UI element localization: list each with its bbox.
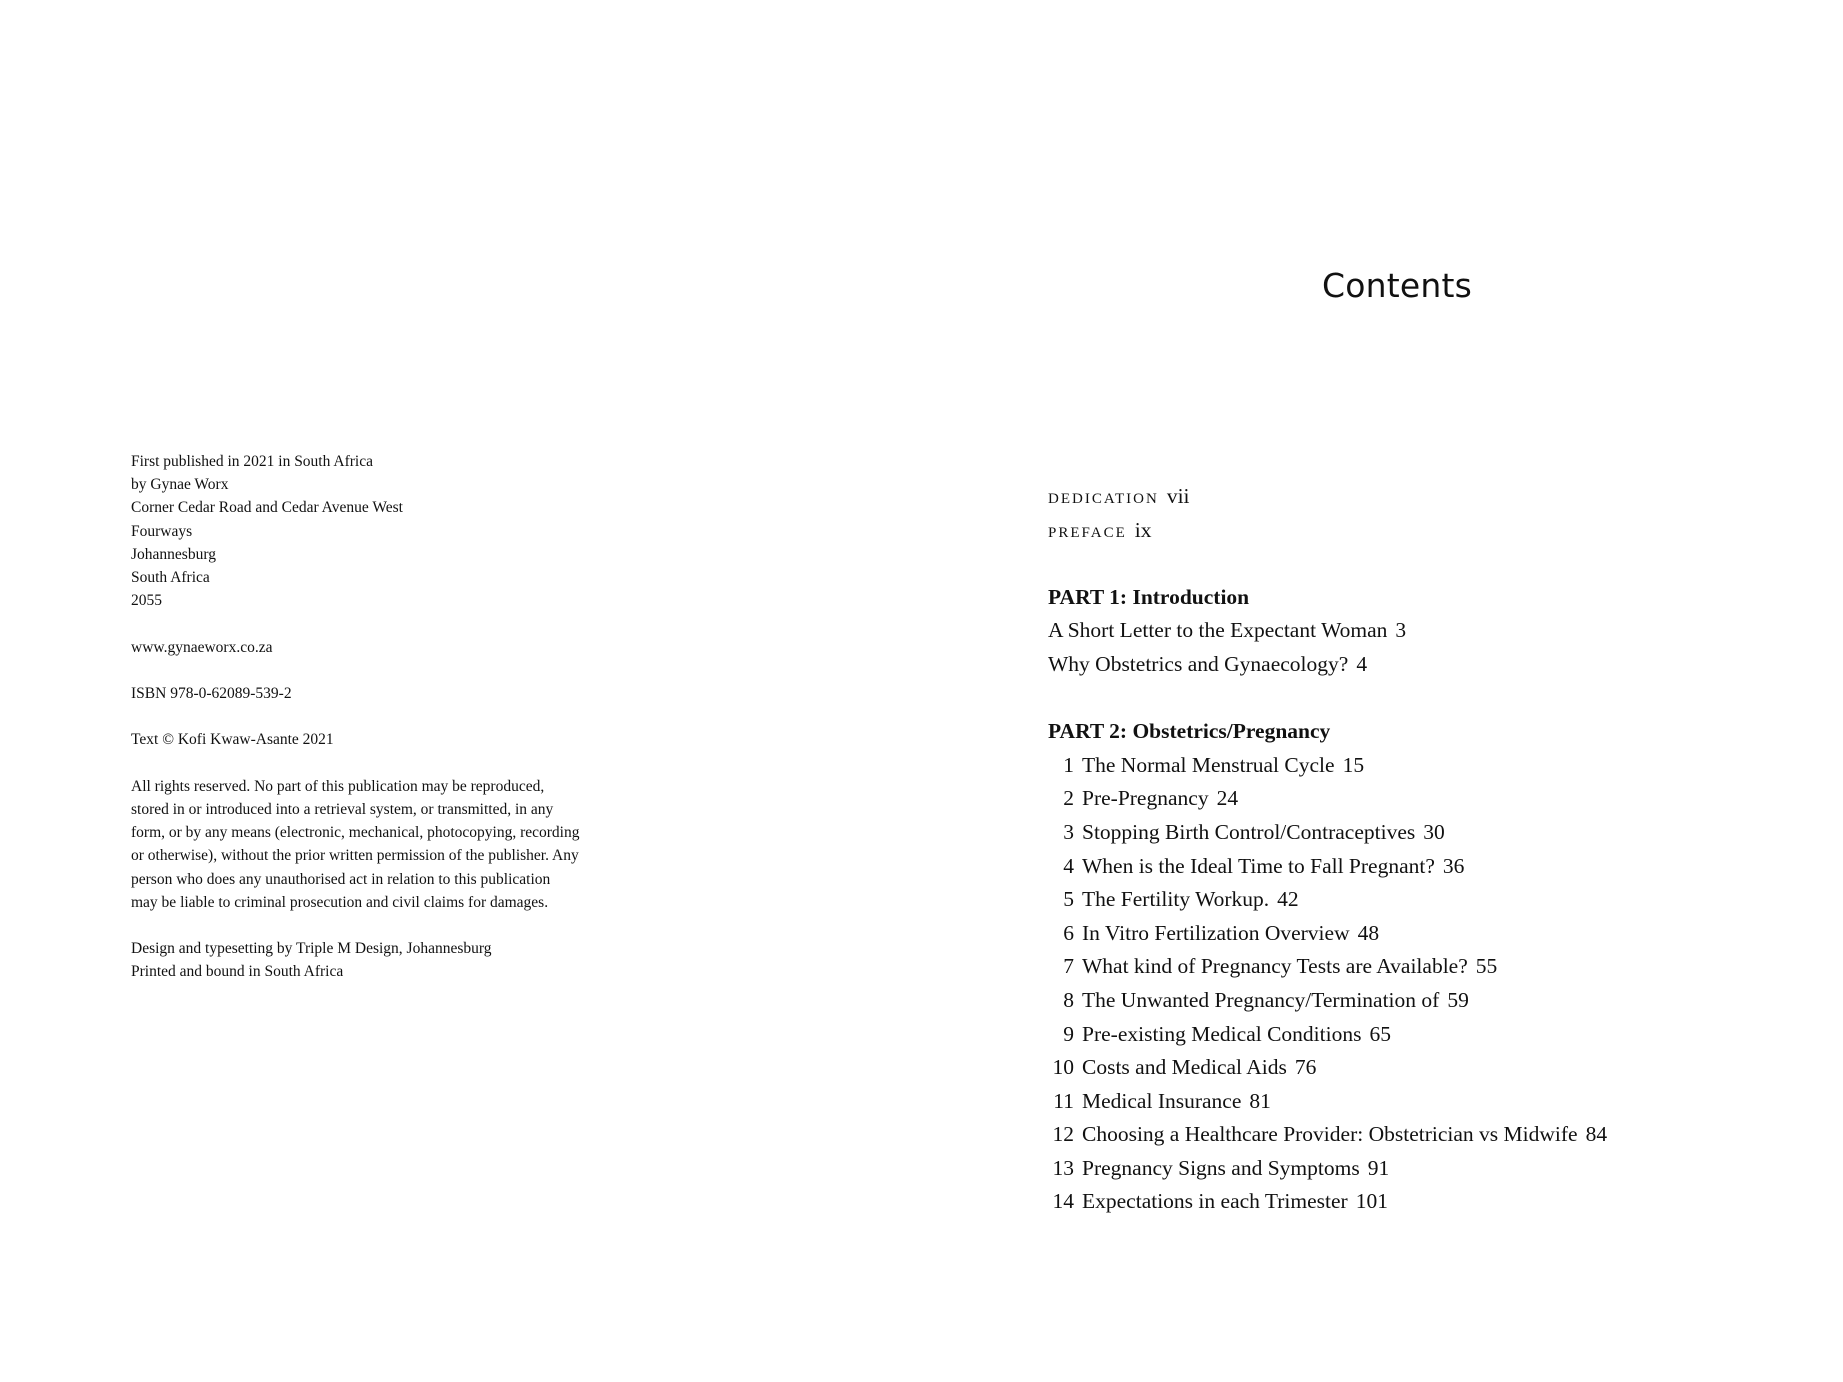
toc-page-number: 48 (1357, 920, 1380, 945)
chapter-title: Expectations in each Trimester (1082, 1189, 1348, 1214)
imprint-line: Corner Cedar Road and Cedar Avenue West (131, 499, 403, 517)
table-of-contents (1048, 480, 1788, 1219)
rights-line: form, or by any means (electronic, mechanical, photocopying, recording (131, 824, 580, 842)
part-2-heading[interactable]: PART 2: Obstetrics/Pregnancy (1048, 719, 1331, 744)
chapter-number: 3 (1063, 819, 1074, 844)
toc-entry-title: A Short Letter to the Expectant Woman (1048, 618, 1388, 643)
chapter-number: 7 (1063, 954, 1074, 979)
imprint-line: First published in 2021 in South Africa (131, 453, 373, 470)
chapter-number: 5 (1063, 887, 1074, 912)
chapter-number: 10 (1052, 1055, 1074, 1080)
chapter-title: Choosing a Healthcare Provider: Obstetrician vs Midwife (1082, 1122, 1578, 1147)
toc-chapter-entry[interactable] (1048, 1018, 1788, 1052)
chapter-number: 12 (1052, 1122, 1074, 1147)
toc-chapter-entry[interactable] (1048, 816, 1788, 850)
toc-chapter-entry[interactable] (1048, 950, 1788, 984)
toc-page-number: 3 (1395, 618, 1407, 643)
toc-entry-title: Why Obstetrics and Gynaecology? (1048, 651, 1349, 676)
rights-line: All rights reserved. No part of this publication may be reproduced, (131, 777, 545, 795)
spacer (1048, 547, 1788, 581)
chapter-title: The Normal Menstrual Cycle (1082, 752, 1335, 777)
spacer (131, 612, 651, 635)
toc-chapter-entry[interactable] (1048, 1085, 1788, 1119)
toc-chapter-entry[interactable] (1048, 984, 1788, 1018)
spacer (1048, 682, 1788, 716)
imprint-line: Johannesburg (131, 545, 216, 563)
toc-entry[interactable] (1048, 614, 1788, 648)
spacer (131, 914, 651, 937)
toc-page-number: vii (1166, 484, 1190, 508)
spacer (131, 752, 651, 775)
toc-page-number: 15 (1342, 752, 1365, 777)
toc-page-number: ix (1134, 517, 1152, 542)
imprint-line: South Africa (131, 569, 210, 587)
chapter-title: Medical Insurance (1082, 1088, 1242, 1113)
chapter-number: 11 (1053, 1088, 1074, 1113)
toc-page-number: 4 (1356, 651, 1368, 676)
toc-chapter-entry[interactable] (1048, 782, 1788, 816)
credits-line: Printed and bound in South Africa (131, 963, 344, 981)
chapter-title: When is the Ideal Time to Fall Pregnant? (1082, 853, 1435, 878)
isbn: ISBN 978-0-62089-539-2 (131, 685, 292, 702)
toc-chapter-entry[interactable] (1048, 917, 1788, 951)
chapter-number: 6 (1063, 920, 1074, 945)
chapter-number: 2 (1063, 786, 1074, 811)
toc-chapter-entry[interactable] (1048, 850, 1788, 884)
chapter-number: 14 (1052, 1189, 1074, 1214)
toc-page-number: 91 (1367, 1155, 1390, 1180)
chapter-title: The Fertility Workup. (1082, 887, 1270, 912)
toc-entry-label: preface (1048, 517, 1127, 542)
chapter-title: In Vitro Fertilization Overview (1082, 920, 1350, 945)
chapter-title: Stopping Birth Control/Contraceptives (1082, 819, 1416, 844)
toc-page-number: 84 (1585, 1122, 1608, 1147)
credits-line: Design and typesetting by Triple M Design, Johannesburg (131, 940, 492, 958)
chapter-number: 1 (1063, 752, 1074, 777)
chapter-title: Pre-existing Medical Conditions (1082, 1021, 1362, 1046)
toc-chapter-entry[interactable] (1048, 883, 1788, 917)
imprint-line: 2055 (131, 592, 162, 610)
publisher-website: www.gynaeworx.co.za (131, 638, 273, 656)
toc-page-number: 59 (1447, 987, 1469, 1012)
toc-page-number: 24 (1216, 786, 1239, 811)
toc-chapter-entry[interactable] (1048, 1185, 1788, 1219)
toc-entry-preface[interactable] (1048, 514, 1788, 548)
copyright-notice: Text © Kofi Kwaw-Asante 2021 (131, 731, 334, 749)
rights-line: person who does any unauthorised act in relation to this publication (131, 870, 551, 888)
toc-entry-label: dedication (1048, 484, 1159, 508)
rights-line: stored in or introduced into a retrieval system, or transmitted, in any (131, 800, 554, 818)
rights-line: may be liable to criminal prosecution and civil claims for damages. (131, 893, 549, 911)
toc-chapter-entry[interactable] (1048, 1051, 1788, 1085)
toc-page-number: 36 (1442, 853, 1465, 878)
toc-chapter-entry[interactable] (1048, 749, 1788, 783)
toc-chapter-entry[interactable] (1048, 1152, 1788, 1186)
chapter-title: The Unwanted Pregnancy/Termination of (1082, 987, 1440, 1012)
toc-page-number: 65 (1369, 1021, 1391, 1046)
toc-page-number: 81 (1249, 1088, 1271, 1113)
imprint-line: by Gynae Worx (131, 476, 229, 494)
imprint-page (131, 450, 651, 984)
chapter-title: Pre-Pregnancy (1082, 786, 1209, 811)
toc-page-number: 101 (1355, 1189, 1388, 1214)
toc-entry-dedication[interactable] (1048, 480, 1788, 514)
chapter-title: Pregnancy Signs and Symptoms (1082, 1155, 1360, 1180)
spacer (131, 705, 651, 728)
chapter-title: Costs and Medical Aids (1082, 1055, 1287, 1080)
toc-page-number: 30 (1423, 819, 1445, 844)
toc-page-number: 76 (1294, 1055, 1317, 1080)
chapter-number: 9 (1063, 1021, 1074, 1046)
chapter-title: What kind of Pregnancy Tests are Available? (1082, 954, 1468, 979)
chapter-number: 4 (1063, 853, 1074, 878)
toc-page-number: 42 (1277, 887, 1299, 912)
chapter-number: 13 (1052, 1155, 1074, 1180)
contents-title: Contents (1322, 266, 1473, 305)
imprint-line: Fourways (131, 522, 193, 540)
spacer (131, 659, 651, 682)
part-1-heading[interactable]: PART 1: Introduction (1048, 584, 1250, 609)
rights-line: or otherwise), without the prior written permission of the publisher. Any (131, 847, 579, 865)
chapter-number: 8 (1063, 987, 1074, 1012)
toc-entry[interactable] (1048, 648, 1788, 682)
toc-chapter-entry[interactable] (1048, 1118, 1788, 1152)
toc-page-number: 55 (1475, 954, 1498, 979)
